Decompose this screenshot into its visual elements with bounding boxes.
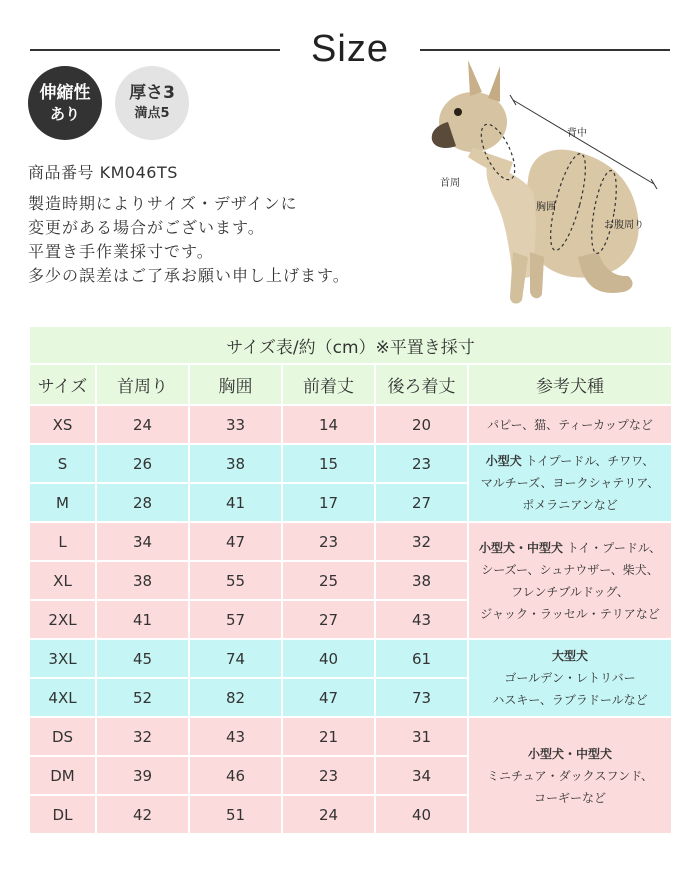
breed-line: コーギーなど: [534, 790, 607, 805]
chest-cell: 74: [189, 639, 282, 678]
column-header: 前着丈: [282, 364, 375, 405]
size-table-caption: サイズ表/約（cm）※平置き採寸: [29, 326, 672, 364]
thickness-badge-label: 厚さ3: [129, 83, 175, 103]
breed-line: ハスキー、ラブラドールなど: [492, 693, 648, 707]
table-row: [29, 405, 672, 444]
size-cell: 4XL: [29, 678, 96, 717]
stretch-badge-label: 伸縮性: [39, 83, 91, 103]
neck-cell: 42: [96, 795, 189, 834]
size-cell: 2XL: [29, 600, 96, 639]
note-line: 変更がある場合がございます。: [28, 218, 265, 237]
product-number-label: 商品番号: [28, 163, 95, 182]
neck-cell: 41: [96, 600, 189, 639]
back-length-label: 背中: [567, 128, 587, 139]
chest-cell: 33: [189, 405, 282, 444]
breed-line: [469, 645, 671, 667]
size-cell: M: [29, 483, 96, 522]
page-title: Size: [311, 28, 389, 70]
back-length-cell: 38: [375, 561, 468, 600]
breed-line: ミニチュア・ダックスフンド、: [487, 768, 653, 783]
neck-label: 首周: [440, 178, 460, 189]
table-row: [29, 639, 672, 678]
breed-cell: [468, 522, 672, 639]
neck-cell: 38: [96, 561, 189, 600]
neck-cell: 26: [96, 444, 189, 483]
neck-cell: 52: [96, 678, 189, 717]
neck-cell: 45: [96, 639, 189, 678]
front-length-cell: 23: [282, 756, 375, 795]
breed-line: [469, 450, 671, 472]
size-table-caption-row: [29, 326, 672, 364]
column-header: 参考犬種: [468, 364, 672, 405]
column-header: 胸囲: [189, 364, 282, 405]
breed-line: ポメラニアンなど: [522, 498, 618, 512]
chest-cell: 51: [189, 795, 282, 834]
breed-line: [469, 537, 671, 559]
breed-category: 小型犬・中型犬: [528, 746, 613, 761]
note-line: 平置き手作業採寸です。: [28, 242, 214, 261]
front-length-cell: 47: [282, 678, 375, 717]
back-length-cell: 20: [375, 405, 468, 444]
column-header: 首周り: [96, 364, 189, 405]
breed-line: [469, 743, 671, 765]
front-length-cell: 23: [282, 522, 375, 561]
note-line: 多少の誤差はご了承お願い申し上げます。: [28, 266, 350, 285]
front-length-cell: 14: [282, 405, 375, 444]
dog-measurement-diagram: [418, 52, 680, 314]
size-table: [28, 325, 673, 835]
thickness-badge-scale: 満点5: [134, 106, 170, 121]
chest-label: 胸囲: [536, 202, 556, 213]
product-number-code: KM046TS: [99, 163, 178, 182]
front-length-cell: 21: [282, 717, 375, 756]
size-cell: XL: [29, 561, 96, 600]
neck-cell: 39: [96, 756, 189, 795]
belly-label: お腹周り: [604, 220, 644, 231]
size-cell: DS: [29, 717, 96, 756]
chest-cell: 57: [189, 600, 282, 639]
chest-cell: 46: [189, 756, 282, 795]
back-length-cell: 31: [375, 717, 468, 756]
chest-cell: 82: [189, 678, 282, 717]
breed-text: トイプードル、チワワ、: [521, 454, 655, 468]
breed-text: トイ・プードル、: [563, 540, 661, 555]
back-length-cell: 34: [375, 756, 468, 795]
size-notes: [28, 192, 350, 288]
size-cell: 3XL: [29, 639, 96, 678]
size-cell: DM: [29, 756, 96, 795]
front-length-cell: 17: [282, 483, 375, 522]
breed-category: 大型犬: [552, 649, 589, 663]
size-cell: DL: [29, 795, 96, 834]
size-cell: XS: [29, 405, 96, 444]
back-length-cell: 43: [375, 600, 468, 639]
stretch-badge-value: あり: [49, 105, 80, 123]
breed-cell: [468, 405, 672, 444]
back-length-cell: 73: [375, 678, 468, 717]
size-table-header-row: [29, 364, 672, 405]
front-length-cell: 25: [282, 561, 375, 600]
back-length-cell: 32: [375, 522, 468, 561]
chest-cell: 43: [189, 717, 282, 756]
chest-cell: 41: [189, 483, 282, 522]
column-header: 後ろ着丈: [375, 364, 468, 405]
back-length-cell: 40: [375, 795, 468, 834]
neck-cell: 24: [96, 405, 189, 444]
size-cell: L: [29, 522, 96, 561]
table-row: [29, 717, 672, 756]
neck-cell: 28: [96, 483, 189, 522]
breed-line: シーズー、シュナウザー、柴犬、: [481, 562, 659, 577]
front-length-cell: 40: [282, 639, 375, 678]
breed-line: パピー、猫、ティーカップなど: [487, 417, 653, 432]
breed-line: ジャック・ラッセル・テリアなど: [480, 606, 660, 621]
back-length-cell: 27: [375, 483, 468, 522]
stretch-badge: [28, 66, 102, 140]
breed-line: ゴールデン・レトリバー: [504, 671, 636, 685]
thickness-badge: [115, 66, 189, 140]
breed-cell: [468, 639, 672, 717]
chest-cell: 38: [189, 444, 282, 483]
table-row: [29, 522, 672, 561]
column-header: サイズ: [29, 364, 96, 405]
front-length-cell: 15: [282, 444, 375, 483]
breed-category: 小型犬: [485, 454, 522, 468]
chest-cell: 55: [189, 561, 282, 600]
product-number: [28, 160, 178, 183]
chest-cell: 47: [189, 522, 282, 561]
front-length-cell: 24: [282, 795, 375, 834]
table-row: [29, 444, 672, 483]
back-length-cell: 23: [375, 444, 468, 483]
breed-cell: [468, 717, 672, 834]
size-cell: S: [29, 444, 96, 483]
front-length-cell: 27: [282, 600, 375, 639]
neck-cell: 34: [96, 522, 189, 561]
breed-line: マルチーズ、ヨークシャテリア、: [480, 476, 660, 490]
breed-line: フレンチブルドッグ、: [511, 584, 629, 599]
breed-cell: [468, 444, 672, 522]
back-length-cell: 61: [375, 639, 468, 678]
breed-category: 小型犬・中型犬: [479, 540, 564, 555]
neck-cell: 32: [96, 717, 189, 756]
note-line: 製造時期によりサイズ・デザインに: [28, 194, 298, 213]
